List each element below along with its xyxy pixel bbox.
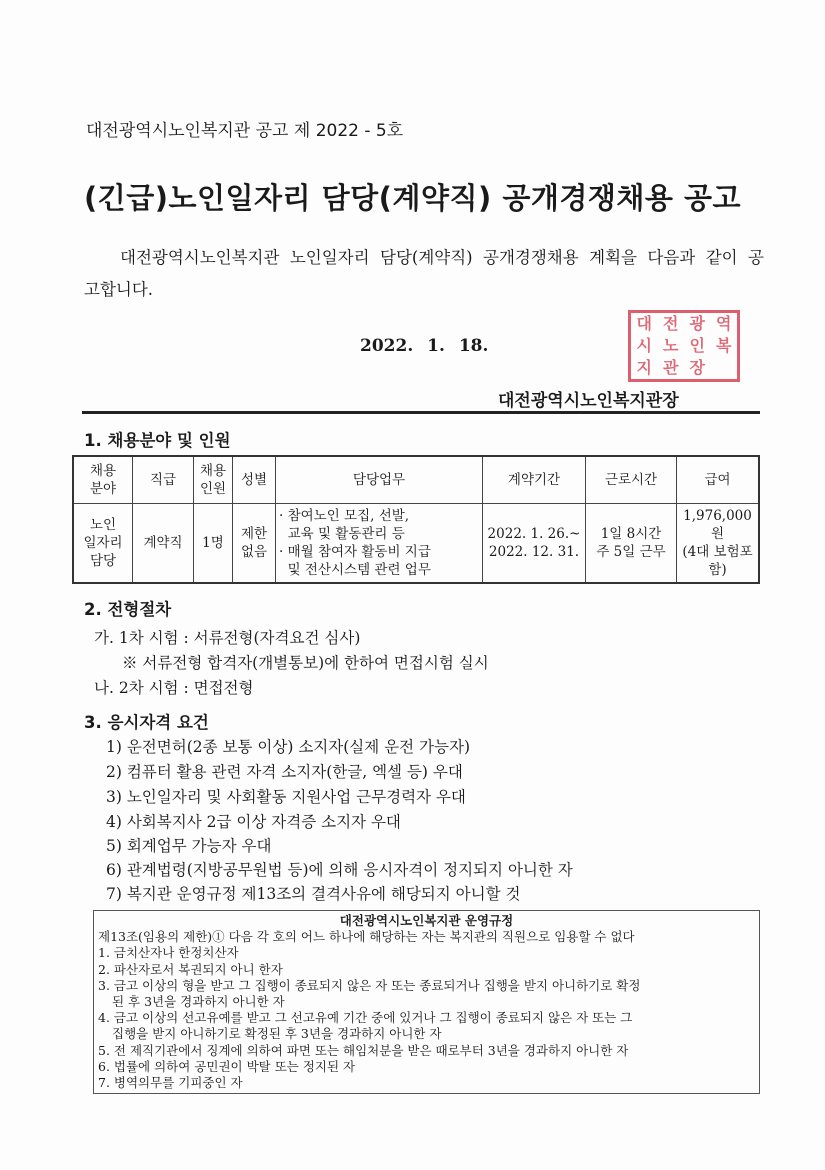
col-header: 채용 인원 (194, 456, 233, 504)
col-header: 채용 분야 (73, 456, 133, 504)
seal-glyph: 역 (716, 314, 732, 333)
duty-item: · 매월 참여자 활동비 지급 및 전산시스템 관련 업무 (279, 544, 431, 578)
seal-glyph: 광 (689, 314, 705, 333)
procedure-line: 가. 1차 시험 : 서류전형(자격요건 심사) (94, 629, 361, 647)
requirement-item: 4) 사회복지사 2급 이상 자격증 소지자 우대 (106, 813, 401, 831)
section3-heading: 3. 응시자격 요건 (84, 713, 209, 732)
divider (82, 411, 760, 414)
requirement-item: 6) 관계법령(지방공무원법 등)에 의해 응시자격이 정지되지 아니한 자 (106, 861, 573, 879)
seal-glyph: 전 (663, 314, 679, 333)
requirement-item: 7) 복지관 운영규정 제13조의 결격사유에 해당되지 아니할 것 (106, 885, 521, 903)
requirement-item: 5) 회계업무 가능자 우대 (106, 837, 272, 855)
regulation-item: 3. 금고 이상의 형을 받고 그 집행이 종료되지 않은 자 또는 종료되거나 집행을 받지 아니하기로 확정 (98, 977, 641, 993)
intro-paragraph: 대전광역시노인복지관 노인일자리 담당(계약직) 공개경쟁채용 계획을 다음과 같이 공고합니다. (84, 248, 764, 299)
col-header: 담당업무 (276, 456, 483, 504)
signer: 대전광역시노인복지관장 (498, 391, 679, 411)
col-header: 급여 (677, 456, 760, 504)
seal-glyph: 인 (689, 336, 705, 355)
table-header-row (73, 456, 759, 504)
regulation-item: 5. 전 제직기관에서 징계에 의하여 파면 또는 해임처분을 받은 때로부터 3년을 경과하지 아니한 자 (98, 1042, 629, 1058)
requirement-item: 1) 운전면허(2종 보통 이상) 소지자(실제 운전 가능자) (106, 738, 471, 756)
cell-gender: 제한 없음 (233, 504, 276, 584)
cell-field: 노인 일자리 담당 (73, 504, 133, 584)
regulation-item: 1. 금치산자나 한정치산자 (98, 945, 239, 961)
seal-glyph: 장 (689, 358, 705, 377)
regulation-item: 2. 파산자로서 복권되지 아니 한자 (98, 961, 283, 977)
section1-heading: 1. 채용분야 및 인원 (84, 431, 231, 450)
cell-hours: 1일 8시간 주 5일 근무 (586, 504, 677, 584)
table-row (73, 504, 759, 584)
notice-number: 대전광역시노인복지관 공고 제 2022 - 5호 (86, 121, 404, 141)
cell-period: 2022. 1. 26.~ 2022. 12. 31. (483, 504, 586, 584)
col-header: 직급 (133, 456, 194, 504)
regulation-box (93, 910, 760, 1094)
regulation-item-cont: 된 후 3년을 경과하지 아니한 자 (112, 994, 285, 1010)
requirement-item: 2) 컴퓨터 활용 관련 자격 소지자(한글, 엑셀 등) 우대 (106, 763, 463, 781)
procedure-line: 나. 2차 시험 : 면접전형 (94, 679, 254, 697)
regulation-item: 4. 금고 이상의 선고유예를 받고 그 선고유예 기간 중에 있거나 그 집행이 종료되지 않은 자 또는 그 (98, 1010, 633, 1026)
regulation-heading: 대전광역시노인복지관 운영규정 (339, 913, 514, 928)
seal-glyph: 복 (716, 336, 732, 355)
seal-glyph: 지 (636, 358, 652, 377)
notice-date: 2022. 1. 18. (360, 336, 489, 356)
seal-glyph: 시 (636, 336, 652, 355)
col-header: 성별 (233, 456, 276, 504)
procedure-note: ※ 서류전형 합격자(개별통보)에 한하여 면접시험 실시 (122, 654, 489, 672)
cell-duties (276, 504, 483, 584)
cell-salary: 1,976,000원 (4대 보험포함) (677, 504, 760, 584)
regulation-item-cont: 집행을 받지 아니하기로 확정된 후 3년을 경과하지 아니한 자 (112, 1026, 442, 1042)
official-seal (628, 310, 740, 382)
cell-grade: 계약직 (133, 504, 194, 584)
regulation-article: 제13조(임용의 제한)① 다음 각 호의 어느 하나에 해당하는 자는 복지관의 직원으로 임용할 수 없다 (98, 929, 635, 945)
seal-glyph: 대 (636, 314, 652, 333)
requirement-item: 3) 노인일자리 및 사회활동 지원사업 근무경력자 우대 (106, 788, 466, 806)
duty-item: · 참여노인 모집, 선발, 교육 및 활동관리 등 (279, 508, 410, 542)
seal-glyph: 노 (663, 336, 679, 355)
col-header: 근로시간 (586, 456, 677, 504)
col-header: 계약기간 (483, 456, 586, 504)
regulation-item: 7. 병역의무를 기피중인 자 (98, 1075, 243, 1091)
cell-count: 1명 (194, 504, 233, 584)
recruitment-table (72, 455, 760, 584)
seal-glyph: 관 (663, 358, 679, 377)
regulation-item: 6. 법률에 의하여 공민권이 박탈 또는 정지된 자 (98, 1058, 356, 1074)
page-title: (긴급)노인일자리 담당(계약직) 공개경쟁채용 공고 (83, 181, 742, 215)
section2-heading: 2. 전형절차 (84, 600, 172, 619)
